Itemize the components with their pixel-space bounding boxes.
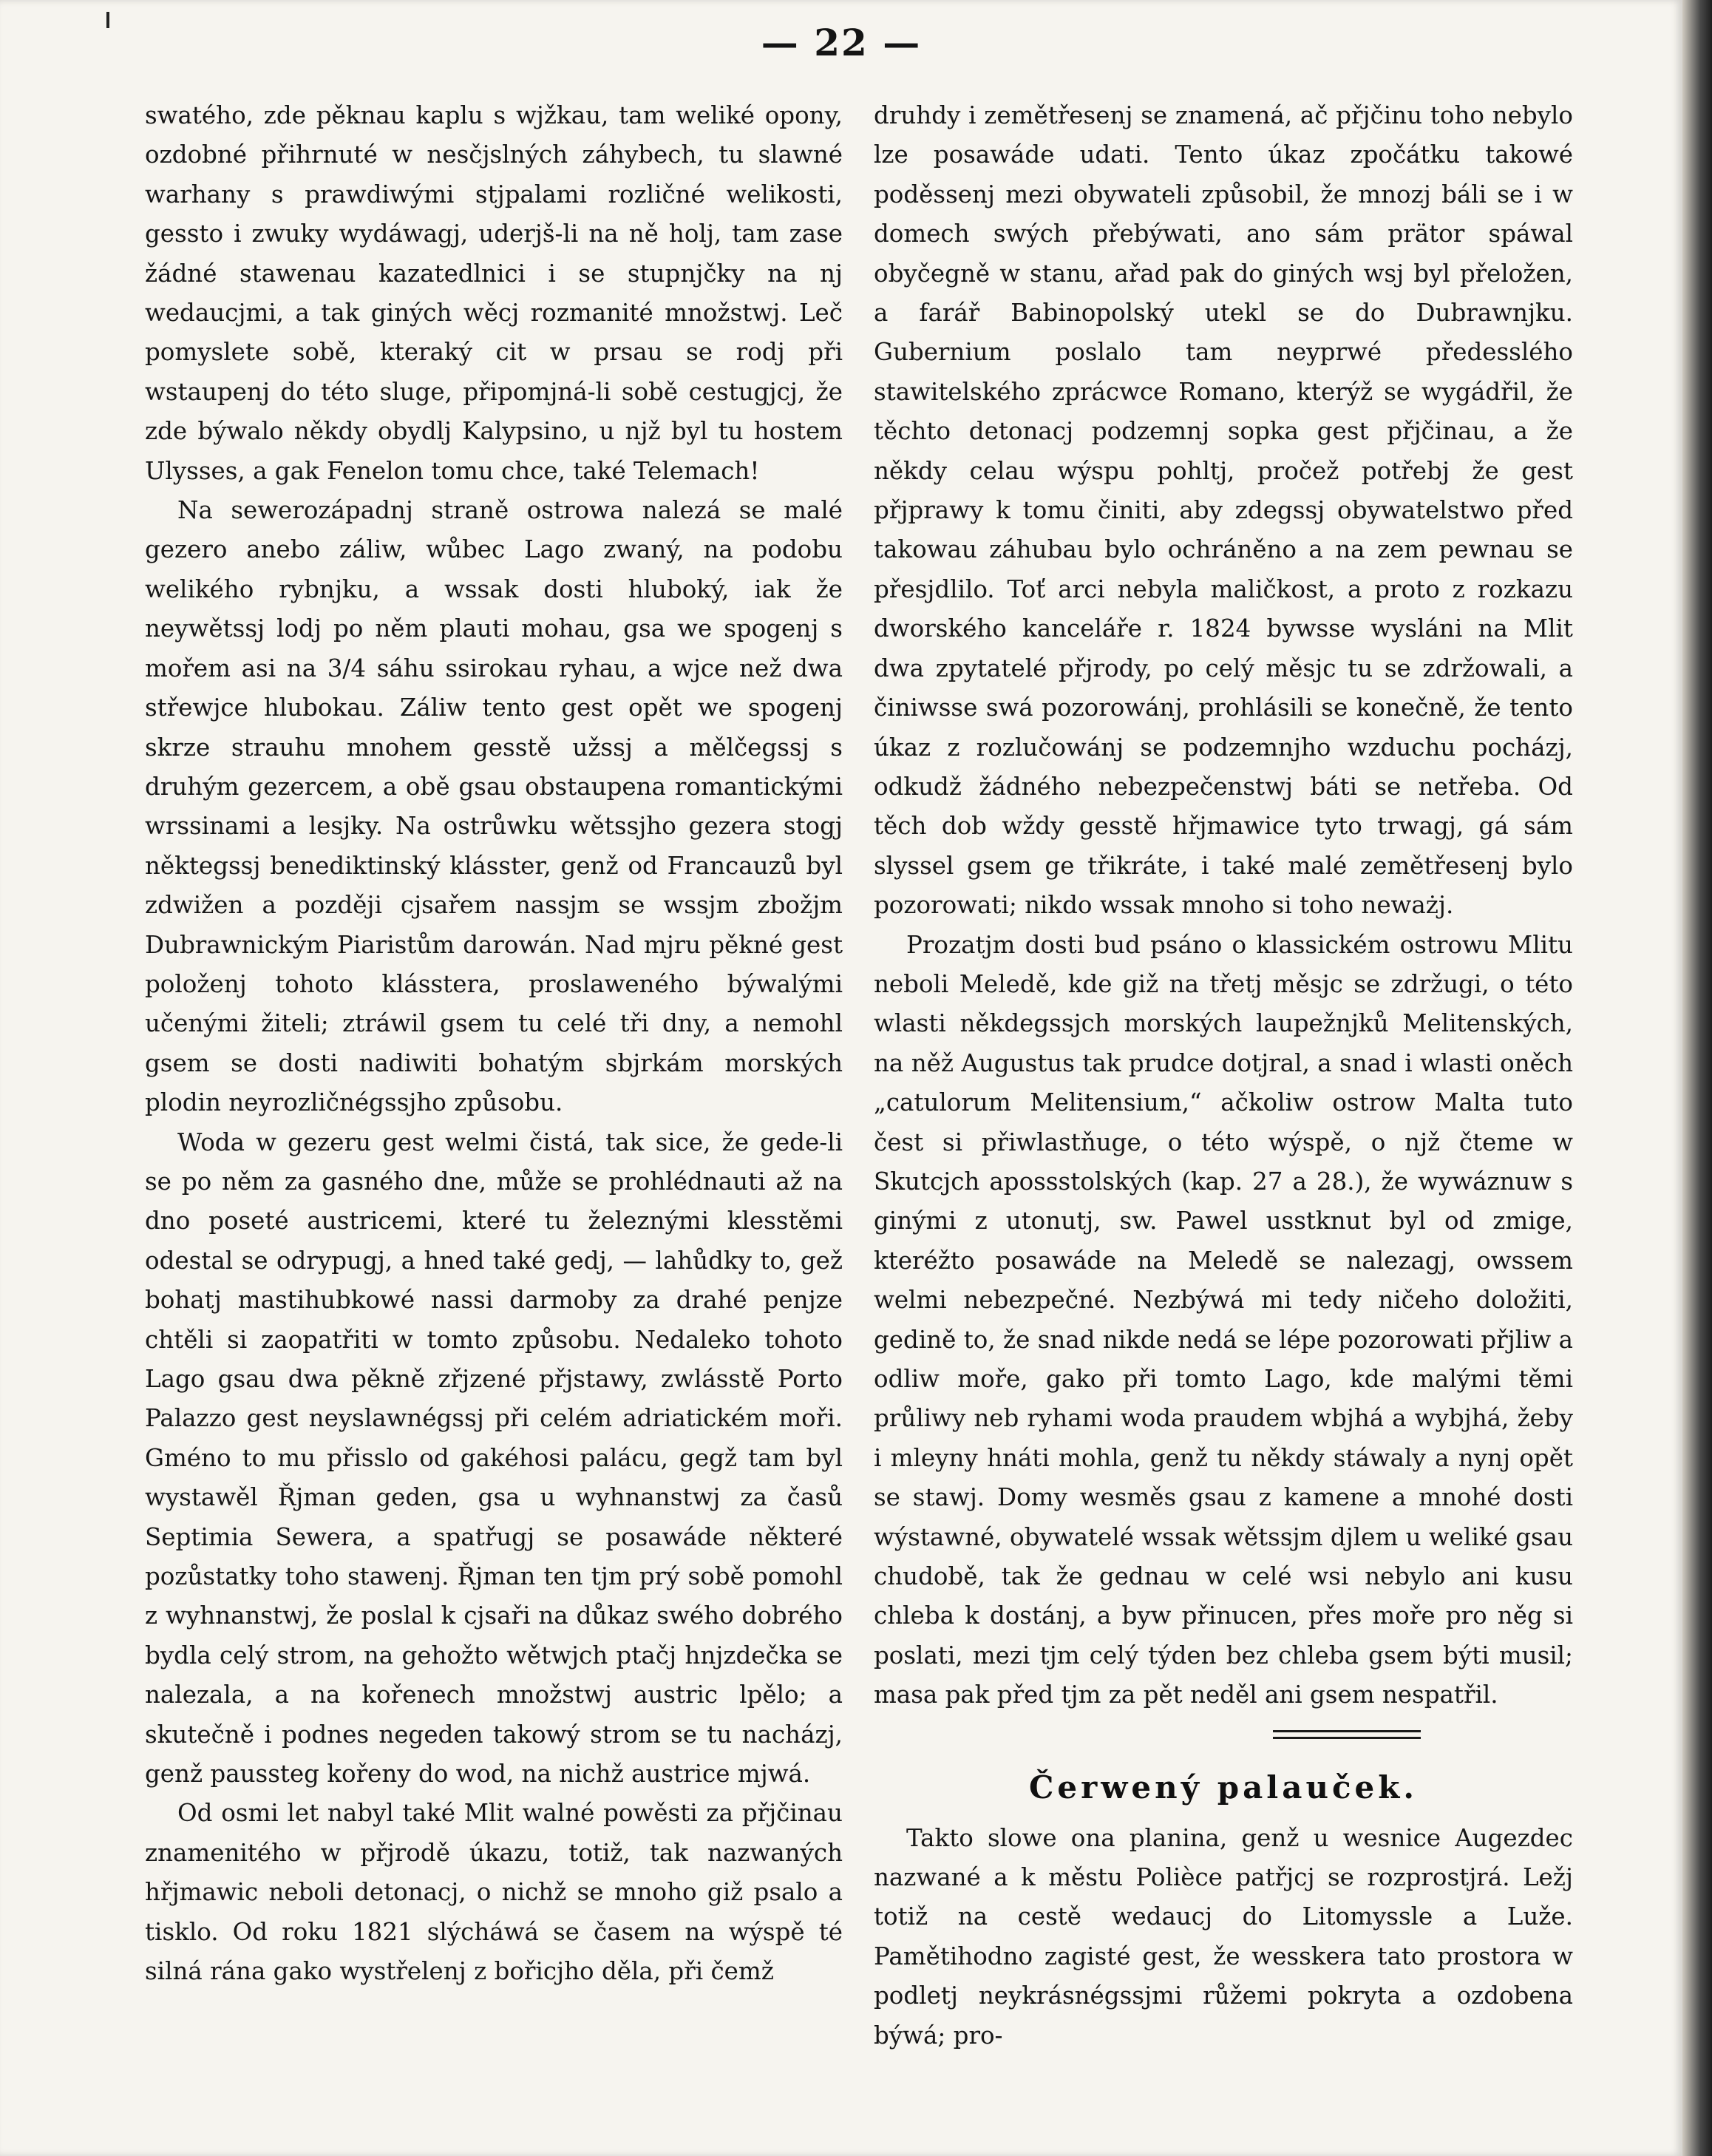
paragraph: Woda w gezeru gest welmi čistá, tak sice, že gede-li se po něm za gasného dne, může se prohlédnauti až na dno poseté austricemi, které tu železnými klesstěmi odestal se odrypugj, a hned také gedj, — lahůdky to, gež bohatj mastihubkowé nassi darmoby za drahé penjze chtěli si zaopatřiti w tomto způsobu. Nedaleko tohoto Lago gsau dwa pěkně zřjzené přjstawy, zwlásstě Porto Palazzo gest neyslawnégssj při celém adriatickém moři. Gméno to mu přisslo od gakéhosi palácu, gegž tam byl wystawěl Řjman geden, gsa u wyhnanstwj za časů Septimia Sewera, a spatřugj se posawáde některé pozůstatky toho stawenj. Řjman ten tjm prý sobě pomohl z wyhnanstwj, že poslal k cjsaři na důkaz swého dobrého bydla celý strom, na gehožto wětwjch ptačj hnjzdečka se nalezala, a na kořenech množstwj austric lpělo; a skutečně i podnes negeden takowý strom se tu nacházj, genž paussteg kořeny do wod, na nichž austrice mjwá.: [145, 1128, 843, 1789]
section-title: Čerwený palauček.: [1028, 1769, 1419, 1806]
paragraph: druhdy i zemětřesenj se znamená, ač přjčinu toho nebylo lze posawáde udati. Tento úkaz zpočátku takowé poděssenj mezi obywateli způsobil, že mnozj báli se i w domech swých přebýwati, ano sám prätor spáwal obyčegně w stanu, ařad pak do giných wsj byl přeložen, a farář Babinopolský utekl se do Dubrawnjku. Gubernium poslalo tam neyprwé předesslého stawitelského zprácwce Romano, kterýž se wygádřil, že těchto detonacj podzemnj sopka gest přjčinau, a že někdy celau wýspu pohltj, pročež potřebj že gest přjprawy k tomu činiti, aby zdegssj obywatelstwo před takowau záhubau bylo ochráněno a na zem pewnau se přesjdlilo. Toť arci nebyla maličkost, a proto z rozkazu dworského kanceláře r. 1824 bywsse wysláni na Mlit dwa zpytatelé přjrody, po celý měsjc tu se zdržowali, a činiwsse swá pozorowánj, prohlásili se konečně, že tento úkaz z rozlučowánj se podzemnjho wzduchu pocházj, odkudž žádného nebezpečenstwj báti se netřeba. Od těch dob wždy gesstě hřjmawice tyto trwagj, gá sám slyssel gsem ge třikráte, i také malé zemětřesenj bylo pozorowati; nikdo wssak mnoho si toho neważj.: [874, 101, 1573, 920]
right-column: [874, 96, 1573, 2055]
paragraph: Na sewerozápadnj straně ostrowa nalezá se malé gezero anebo záliw, wůbec Lago zwaný, na podobu welikého rybnjku, a wssak dosti hluboký, iak že neywětssj lodj po něm plauti mohau, gsa we spogenj s mořem asi na 3/4 sáhu ssirokau ryhau, a wjce než dwa střewjce hlubokau. Záliw tento gest opět we spogenj skrze strauhu mnohem gesstě užssj a mělčegssj s druhým gezercem, a obě gsau obstaupena romantickými wrssinami a lesjky. Na ostrůwku wětssjho gezera stogj něktegssj benediktinský klásster, genž od Francauzů byl zdwižen a později cjsařem nassjm se wssjm zbožjm Dubrawnickým Piaristům darowán. Nad mjru pěkné gest položenj tohoto klásstera, proslaweného býwalými učenými žiteli; ztráwil gsem tu celé tři dny, a nemohl gsem se dosti nadiwiti bohatým sbjrkám morských plodin neyrozličnégssjho způsobu.: [145, 496, 843, 1117]
divider-line: [1273, 1730, 1421, 1732]
section-divider: [874, 1715, 1573, 1760]
paragraph: Od osmi let nabyl také Mlit walné powěsti za přjčinau znamenitého w přjrodě úkazu, totiž, tak nazwaných hřjmawic neboli detonacj, o nichž se mnoho giž psalo a tisklo. Od roku 1821 slýcháwá se časem na wýspě té silná rána gako wystřelenj z bořicjho děla, při čemž: [145, 1799, 843, 1986]
scan-border: [1682, 0, 1712, 2156]
paragraph: Prozatjm dosti bud psáno o klassickém ostrowu Mlitu neboli Meledě, kde giž na třetj měsjc se zdržugi, o této wlasti někdegssjch morských laupežnjků Melitenských, na něž Augustus tak prudce dotjral, a snad i wlasti oněch „catulorum Melitensium,“ ačkoliw ostrow Malta tuto čest si přiwlastňuge, o této wýspě, o njž čteme w Skutcjch apossstolských (kap. 27 a 28.), že wywáznuw s ginými z utonutj, sw. Pawel usstknut byl od zmige, kteréžto posawáde na Meledě se nalezagj, owssem welmi nebezpečné. Nezbýwá mi tedy ničeho doložiti, gedině to, že snad nikde nedá se lépe pozorowati přjliw a odliw moře, gako při tomto Lago, kde malými těmi průliwy neb ryhami woda praudem wbjhá a wybjhá, žeby i mleyny hnáti mohla, genž tu někdy stáwaly a nynj opět se stawj. Domy wesměs gsau z kamene a mnohé dosti wýstawné, obywatelé wssak wětssjm djlem u weliké gsau chudobě, tak že gednau w celé wsi nebylo ani kusu chleba k dostánj, a byw přinucen, přes moře pro něg si poslati, mezi tjm celý týden bez chleba gsem býti musil; masa pak před tjm za pět neděl ani gsem nespatřil.: [874, 930, 1574, 1709]
paragraph: swatého, zde pěknau kaplu s wjžkau, tam weliké opony, ozdobné přihrnuté w nesčjslných záhybech, tu slawné warhany s prawdiwými stjpalami rozličné welikosti, gessto i zwuky wydáwagj, uderjš-li na ně holj, tam zase žádné stawenau kazatedlnici i se stupnjčky na nj wedaucjmi, a tak giných wěcj rozmanité množstwj. Leč pomyslete sobě, kteraký cit w prsau se rodj při wstaupenj do této sluge, připomjná-li sobě cestugjcj, že zde býwalo někdy obydlj Kalypsino, u njž byl tu hostem Ulysses, a gak Fenelon tomu chce, také Telemach!: [145, 101, 843, 485]
left-column: [145, 96, 843, 1992]
divider-line: [1273, 1737, 1421, 1739]
paragraph: Takto slowe ona planina, genž u wesnice Augezdec nazwané a k městu Polièce patřjcj se rozprostjrá. Ležj totiž na cestě wedaucj do Litomyssle a Luže. Pamětihodno zagisté gest, že wesskera tato prostora w podletj neykrásnégssjmi růžemi pokryta a ozdobena býwá; pro-: [874, 1823, 1573, 2050]
page-number: — 22 —: [761, 21, 922, 64]
